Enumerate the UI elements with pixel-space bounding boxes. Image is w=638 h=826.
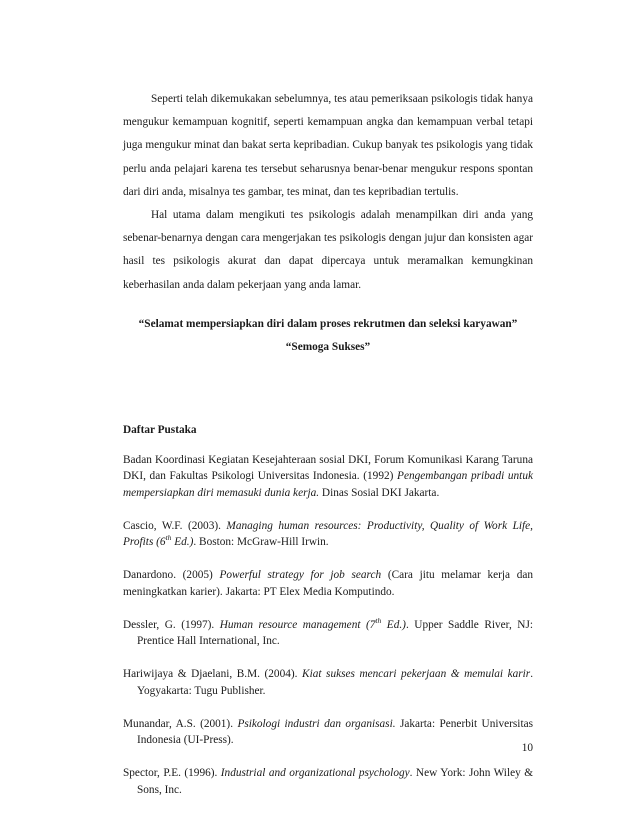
reference-author: Badan Koordinasi Kegiatan Kesejahteraan sosial DKI, Forum Komunikasi Karang Taruna DKI, dan Fakultas Psikologi Universitas Indonesia. (1992): [123, 453, 533, 483]
reference-publisher: . New York: John Wiley & Sons, Inc.: [137, 767, 533, 796]
document-page: [123, 88, 533, 815]
page-number: 10: [521, 742, 533, 754]
reference-superscript: th: [375, 616, 382, 626]
reference-publisher: (Cara jitu melamar kerja dan meningkatkan karier). Jakarta: PT Elex Media Komputindo.: [123, 569, 533, 598]
reference-title: Human resource management (7: [219, 618, 376, 631]
reference-item: [123, 666, 533, 699]
reference-title-end: Ed.): [381, 618, 406, 631]
reference-title-end: Ed.): [171, 536, 194, 549]
reference-author: Cascio, W.F. (2003).: [123, 519, 227, 532]
reference-author: Hariwijaya & Djaelani, B.M. (2004).: [123, 668, 303, 681]
reference-author: Spector, P.E. (1996).: [123, 767, 221, 780]
reference-superscript: th: [165, 533, 172, 543]
body-paragraph-1: Seperti telah dikemukakan sebelumnya, tes atau pemeriksaan psikologis tidak hanya mengukur kemampuan kognitif, seperti kemampuan angka dan kemampuan verbal tetapi juga mengukur minat dan bakat serta kepribadian. Cukup banyak tes psikologis yang tidak perlu anda pelajari karena tes tersebut seharusnya benar-benar mengukur respons spontan dari diri anda, misalnya tes gambar, tes minat, dan tes kepribadian tertulis.: [123, 93, 533, 198]
closing-line-1: “Selamat mempersiapkan diri dalam proses rekrutmen dan seleksi karyawan”: [138, 317, 518, 330]
reference-title: Managing human resources: Productivity, Quality of Work Life, Profits (6: [123, 519, 533, 549]
reference-title: Kiat sukses mencari pekerjaan & memulai karir: [302, 668, 531, 681]
reference-item: [123, 716, 533, 749]
reference-item: [123, 765, 533, 798]
reference-publisher: Jakarta: Penerbit Universitas Indonesia (UI-Press).: [137, 717, 533, 747]
reference-title: Psikologi industri dan organisasi.: [237, 717, 396, 730]
reference-publisher: . Boston: McGraw-Hill Irwin.: [193, 536, 329, 549]
reference-publisher: Dinas Sosial DKI Jakarta.: [319, 486, 440, 499]
closing-line-2: “Semoga Sukses”: [285, 340, 371, 353]
reference-item: [123, 518, 533, 551]
reference-author: Danardono. (2005): [123, 569, 220, 582]
reference-author: Munandar, A.S. (2001).: [123, 717, 238, 730]
reference-author: Dessler, G. (1997).: [123, 618, 220, 631]
reference-list: [123, 452, 533, 799]
reference-publisher: . Upper Saddle River, NJ: Prentice Hall International, Inc.: [137, 618, 534, 648]
reference-title: Powerful strategy for job search: [219, 569, 382, 582]
reference-item: [123, 567, 533, 600]
reference-publisher: . Yogyakarta: Tugu Publisher.: [137, 668, 534, 697]
reference-item: [123, 617, 533, 650]
reference-title: Industrial and organizational psychology: [220, 767, 410, 780]
reference-title: Pengembangan pribadi untuk mempersiapkan diri memasuki dunia kerja.: [123, 470, 533, 499]
references-heading: Daftar Pustaka: [123, 423, 197, 436]
reference-item: [123, 452, 533, 502]
body-paragraph-2: Hal utama dalam mengikuti tes psikologis adalah menampilkan diri anda yang sebenar-benarnya dengan cara mengerjakan tes psikologis dengan jujur dan konsisten agar hasil tes psikologis akurat dan dapat dipercaya untuk meramalkan kemungkinan keberhasilan anda dalam pekerjaan yang anda lamar.: [123, 209, 533, 291]
